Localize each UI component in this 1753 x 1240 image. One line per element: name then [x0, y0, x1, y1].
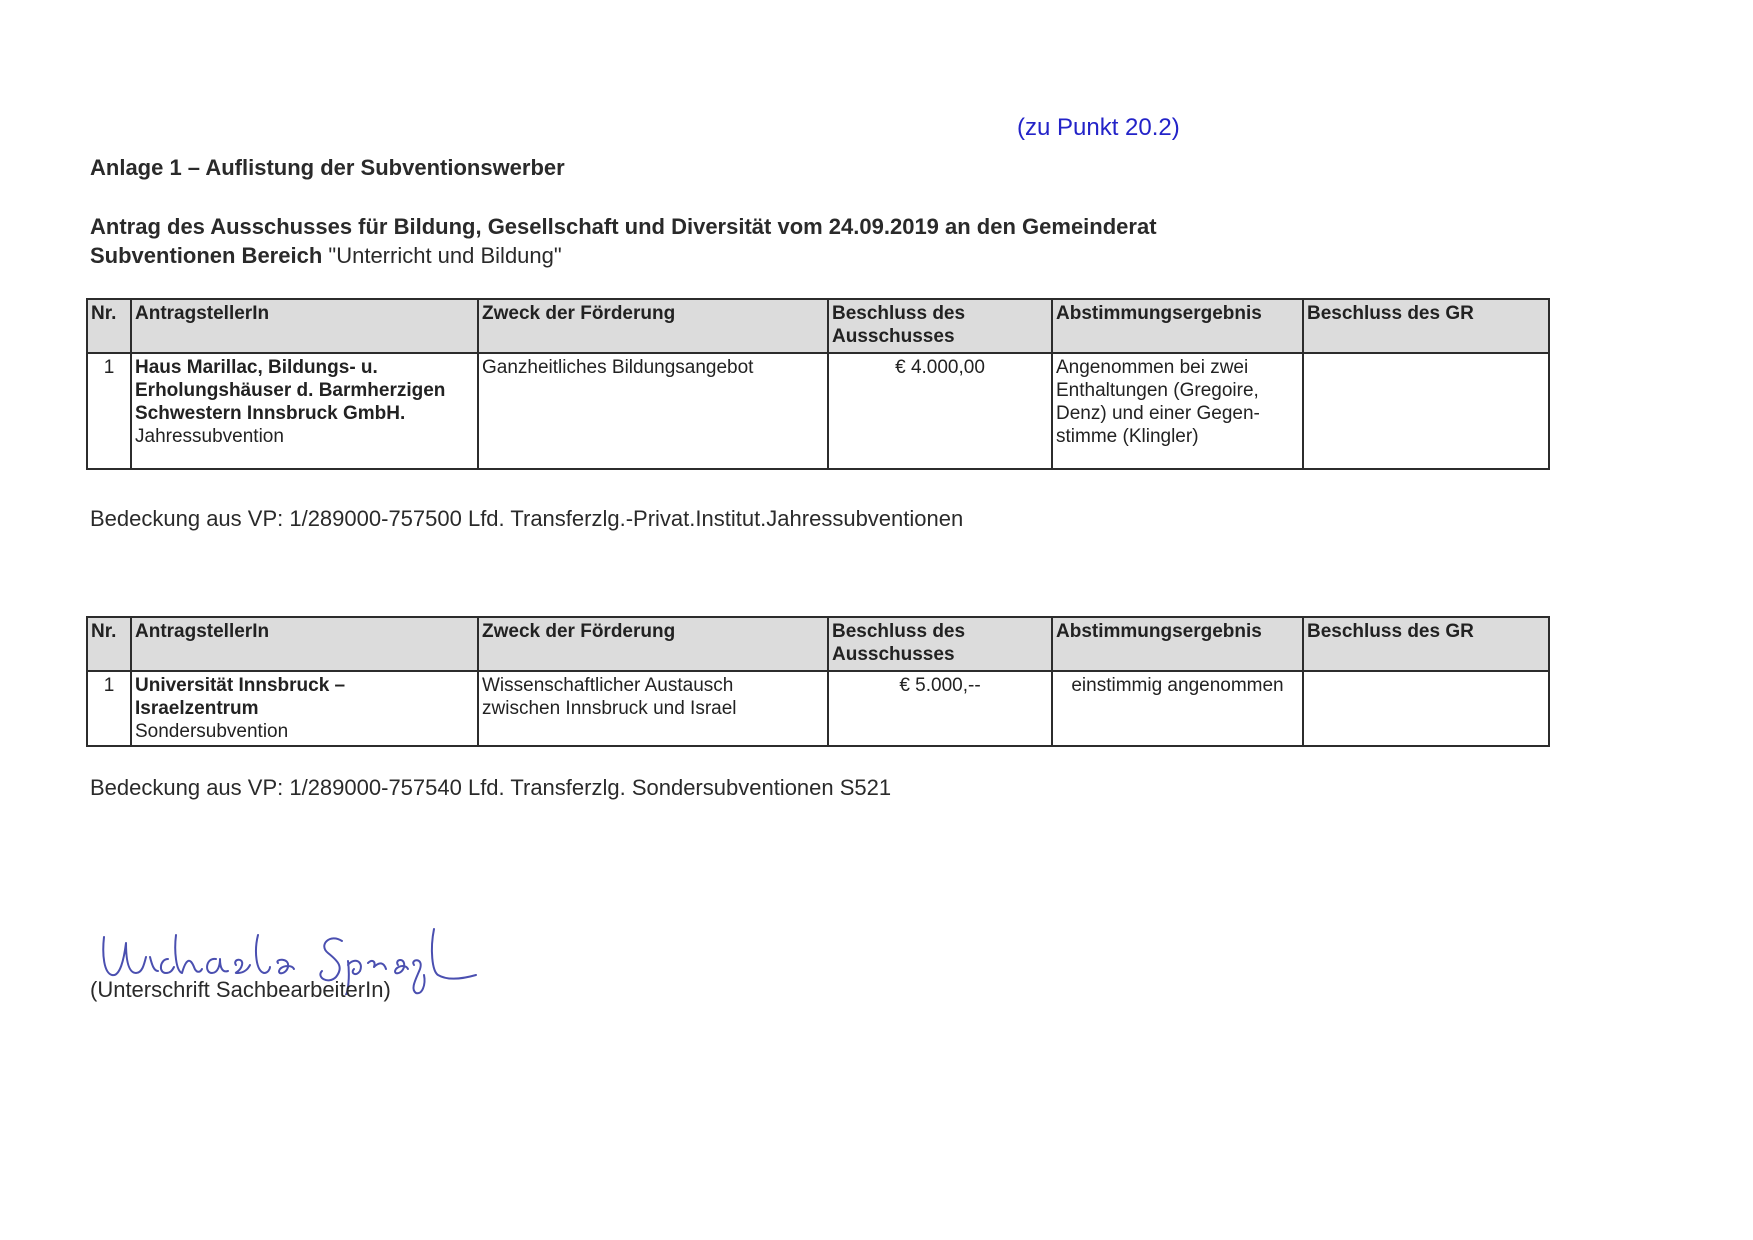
- motion-line-2-rest: "Unterricht und Bildung": [322, 243, 562, 268]
- vote-result-l2: Enthaltungen (Gregoire,: [1056, 380, 1259, 401]
- row-council-decision: [1303, 353, 1549, 469]
- motion-line-2: [90, 241, 1157, 270]
- header-council-decision: Beschluss des GR: [1303, 299, 1549, 353]
- vote-result-l1: Angenommen bei zwei: [1056, 357, 1249, 378]
- header-purpose: Zweck der Förderung: [478, 299, 828, 353]
- row-nr: 1: [87, 353, 131, 469]
- row-amount: € 4.000,00: [828, 353, 1052, 469]
- header-vote-result: Abstimmungsergebnis: [1052, 617, 1303, 671]
- applicant-type: Sondersubvention: [135, 721, 289, 742]
- applicant-name-l1: Haus Marillac, Bildungs- u.: [135, 357, 378, 378]
- header-committee-decision: [828, 617, 1052, 671]
- header-nr: Nr.: [87, 299, 131, 353]
- applicant-name-l2: Israelzentrum: [135, 698, 259, 719]
- motion-line-2-bold: Subventionen Bereich: [90, 243, 323, 268]
- row-amount: € 5.000,--: [828, 671, 1052, 746]
- subsidy-table-1: [86, 298, 1550, 470]
- header-committee-decision-l2: Ausschusses: [832, 644, 955, 665]
- header-council-decision: Beschluss des GR: [1303, 617, 1549, 671]
- signature-caption: (Unterschrift SachbearbeiterIn): [90, 977, 391, 1002]
- applicant-name-l3: Schwestern Innsbruck GmbH.: [135, 403, 406, 424]
- row-vote-result: [1052, 353, 1303, 469]
- row-purpose: [478, 671, 828, 746]
- header-purpose: Zweck der Förderung: [478, 617, 828, 671]
- row-vote-result: einstimmig angenommen: [1052, 671, 1303, 746]
- row-applicant: [131, 353, 478, 469]
- header-applicant: AntragstellerIn: [131, 299, 478, 353]
- row-applicant: [131, 671, 478, 746]
- header-committee-decision: [828, 299, 1052, 353]
- vote-result-l4: stimme (Klingler): [1056, 426, 1199, 447]
- header-vote-result: Abstimmungsergebnis: [1052, 299, 1303, 353]
- header-applicant: AntragstellerIn: [131, 617, 478, 671]
- row-council-decision: [1303, 671, 1549, 746]
- header-nr: Nr.: [87, 617, 131, 671]
- vote-result-l3: Denz) und einer Gegen-: [1056, 403, 1260, 424]
- coverage-note-1: Bedeckung aus VP: 1/289000-757500 Lfd. Transferzlg.-Privat.Institut.Jahressubventionen: [90, 506, 964, 531]
- motion-heading: [90, 212, 1157, 270]
- applicant-name-l1: Universität Innsbruck –: [135, 675, 346, 696]
- subsidy-table-2: [86, 616, 1550, 747]
- applicant-name-l2: Erholungshäuser d. Barmherzigen: [135, 380, 446, 401]
- row-nr: 1: [87, 671, 131, 746]
- attachment-title: Anlage 1 – Auflistung der Subventionswerber: [90, 155, 565, 180]
- motion-line-1: Antrag des Ausschusses für Bildung, Gesellschaft und Diversität vom 24.09.2019 an den Gemeinderat: [90, 214, 1157, 239]
- purpose-l1: Wissenschaftlicher Austausch: [482, 675, 734, 696]
- header-committee-decision-l1: Beschluss des: [832, 303, 966, 324]
- table-header-row: [87, 299, 1549, 353]
- table-header-row: [87, 617, 1549, 671]
- table-row: [87, 353, 1549, 469]
- row-purpose: Ganzheitliches Bildungsangebot: [478, 353, 828, 469]
- purpose-l2: zwischen Innsbruck und Israel: [482, 698, 737, 719]
- coverage-note-2: Bedeckung aus VP: 1/289000-757540 Lfd. Transferzlg. Sondersubventionen S521: [90, 775, 892, 800]
- agenda-point-reference: (zu Punkt 20.2): [1017, 114, 1180, 141]
- header-committee-decision-l1: Beschluss des: [832, 621, 966, 642]
- header-committee-decision-l2: Ausschusses: [832, 326, 955, 347]
- table-row: [87, 671, 1549, 746]
- applicant-type: Jahressubvention: [135, 426, 284, 447]
